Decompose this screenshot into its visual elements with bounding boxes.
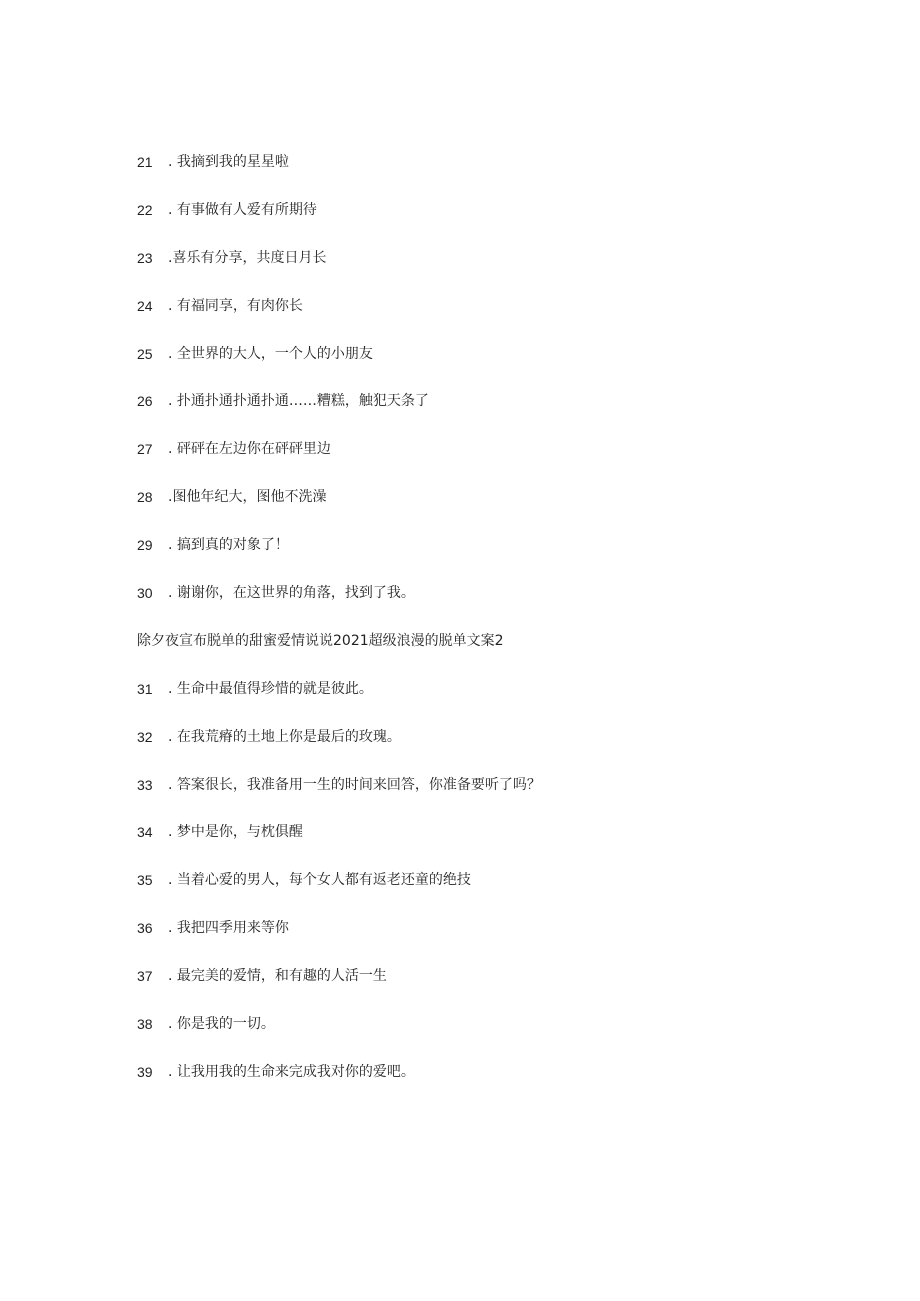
item-number: 29 [137, 537, 153, 554]
list-item [137, 234, 837, 282]
section-heading: 除夕夜宣布脱单的甜蜜爱情说说2021超级浪漫的脱单文案2 [137, 632, 504, 649]
list-item [137, 713, 837, 761]
item-text: . 让我用我的生命来完成我对你的爱吧。 [168, 1063, 415, 1080]
item-text: . 最完美的爱情，和有趣的人活一生 [168, 968, 387, 985]
list-item [137, 138, 837, 186]
item-text: . 扑通扑通扑通扑通……糟糕，触犯天条了 [168, 393, 429, 410]
item-number: 31 [137, 680, 153, 697]
list-item [137, 665, 837, 713]
item-number: 37 [137, 968, 153, 985]
list-item [137, 473, 837, 521]
item-text: .图他年纪大，图他不洗澡 [168, 489, 327, 506]
quote-list [137, 138, 837, 1096]
list-item [137, 1048, 837, 1096]
item-number: 27 [137, 441, 153, 458]
item-text: . 砰砰在左边你在砰砰里边 [168, 441, 331, 458]
item-number: 28 [137, 489, 153, 506]
item-number: 23 [137, 249, 153, 266]
list-item [137, 377, 837, 425]
item-number: 21 [137, 153, 153, 170]
item-number: 25 [137, 345, 153, 362]
item-text: . 我摘到我的星星啦 [168, 153, 289, 170]
item-text: . 有事做有人爱有所期待 [168, 201, 317, 218]
item-text: . 我把四季用来等你 [168, 920, 289, 937]
item-number: 26 [137, 393, 153, 410]
item-number: 36 [137, 920, 153, 937]
item-text: . 生命中最值得珍惜的就是彼此。 [168, 680, 373, 697]
list-item [137, 569, 837, 617]
list-item [137, 761, 837, 809]
list-item [137, 952, 837, 1000]
item-number: 33 [137, 776, 153, 793]
item-text: . 你是我的一切。 [168, 1015, 275, 1032]
item-number: 39 [137, 1063, 153, 1080]
list-item [137, 904, 837, 952]
list-item [137, 186, 837, 234]
item-number: 34 [137, 824, 153, 841]
list-item [137, 521, 837, 569]
item-text: . 当着心爱的男人，每个女人都有返老还童的绝技 [168, 872, 471, 889]
item-number: 38 [137, 1015, 153, 1032]
item-text: . 全世界的大人，一个人的小朋友 [168, 345, 373, 362]
item-number: 22 [137, 201, 153, 218]
item-text: .喜乐有分享，共度日月长 [168, 249, 327, 266]
item-number: 24 [137, 297, 153, 314]
item-number: 35 [137, 872, 153, 889]
list-item [137, 1000, 837, 1048]
item-text: . 搞到真的对象了！ [168, 537, 289, 554]
list-item [137, 330, 837, 378]
item-number: 32 [137, 728, 153, 745]
item-text: . 梦中是你，与枕俱醒 [168, 824, 303, 841]
list-item [137, 425, 837, 473]
section-heading-row [137, 617, 837, 665]
item-text: . 谢谢你，在这世界的角落，找到了我。 [168, 584, 415, 601]
item-text: . 有福同享，有肉你长 [168, 297, 303, 314]
list-item [137, 856, 837, 904]
item-text: . 答案很长，我准备用一生的时间来回答，你准备要听了吗？ [168, 776, 541, 793]
list-item [137, 808, 837, 856]
item-text: . 在我荒瘠的土地上你是最后的玫瑰。 [168, 728, 401, 745]
list-item [137, 282, 837, 330]
item-number: 30 [137, 584, 153, 601]
